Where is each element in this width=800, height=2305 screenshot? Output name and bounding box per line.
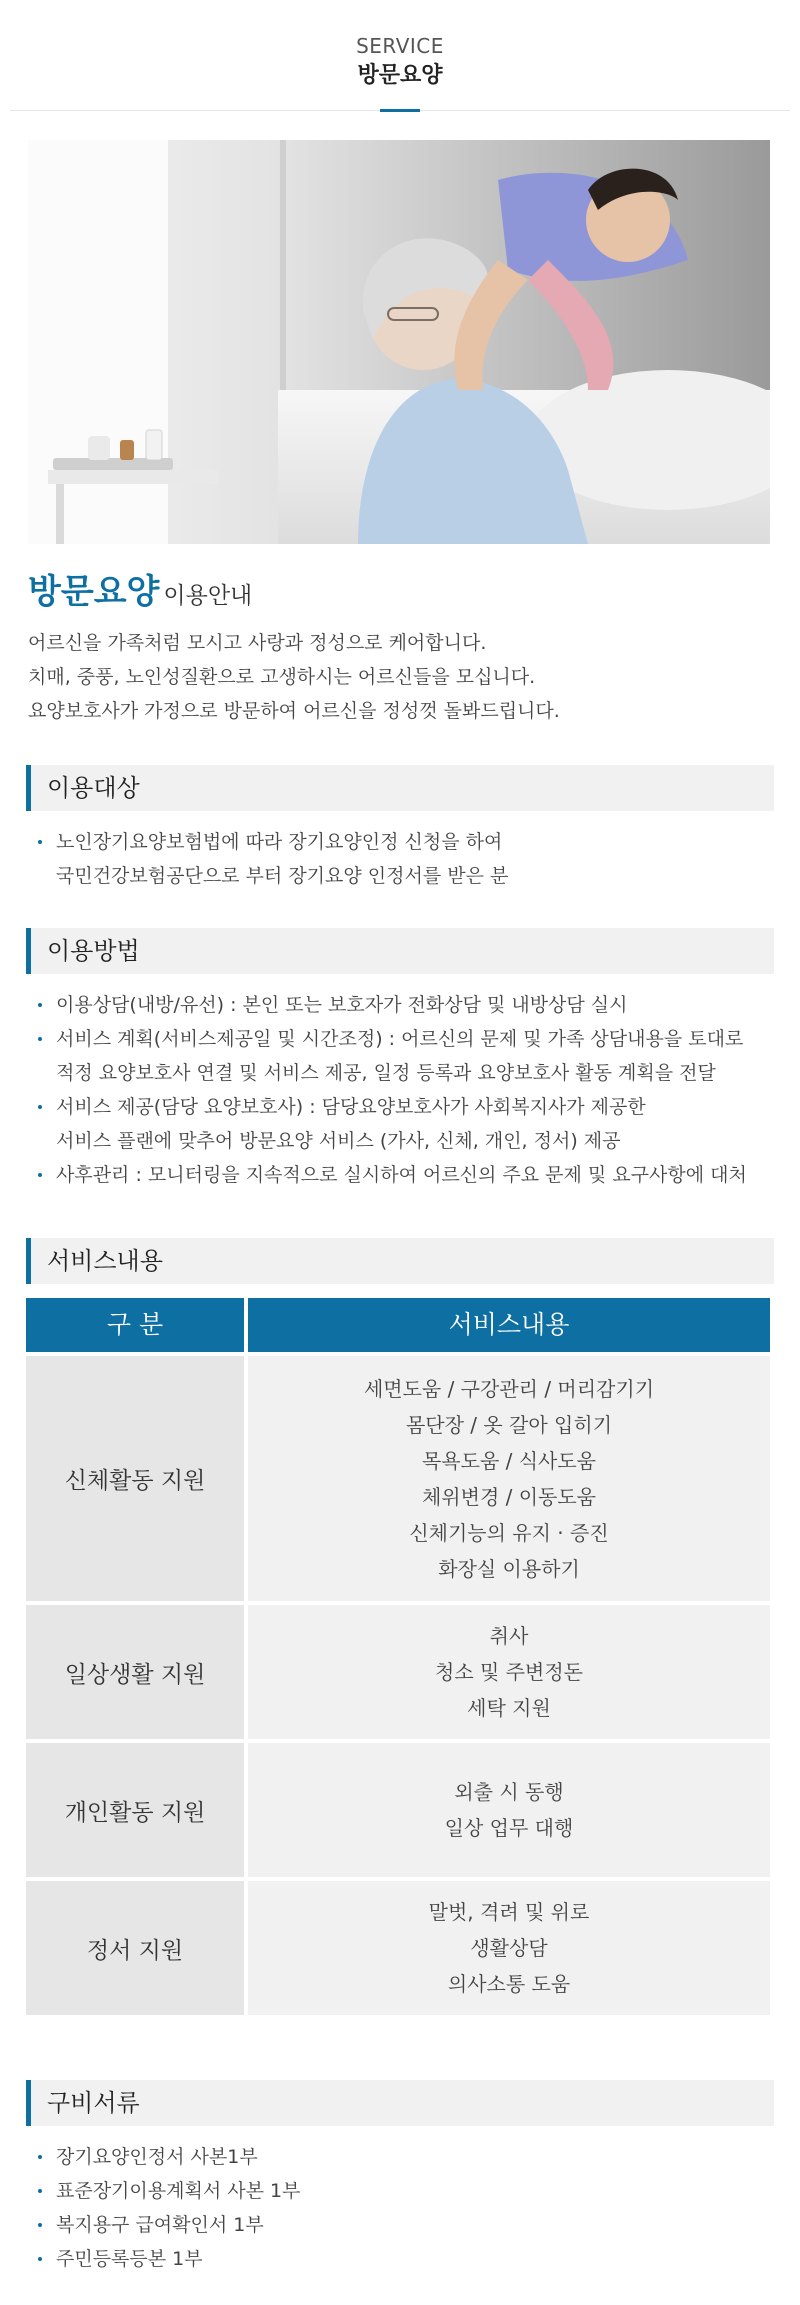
- bullet-dot-icon: [38, 840, 42, 844]
- row-category: 정서 지원: [26, 1881, 244, 2015]
- service-item: 생활상담: [470, 1936, 548, 1960]
- page-header: [10, 0, 790, 111]
- list-item: [26, 1022, 774, 1090]
- table-row: [26, 1881, 770, 2015]
- service-item: 일상 업무 대행: [444, 1816, 574, 1840]
- row-category: 신체활동 지원: [26, 1356, 244, 1601]
- list-item-line: 서비스 플랜에 맞추어 방문요양 서비스 (가사, 신체, 개인, 정서) 제공: [56, 1130, 621, 1152]
- column-header-category: 구 분: [26, 1298, 244, 1352]
- intro-section: [28, 570, 772, 728]
- row-services: [248, 1605, 770, 1739]
- eligibility-list: [26, 825, 774, 893]
- list-item: [26, 2174, 774, 2208]
- table-row: [26, 1743, 770, 1877]
- services-table: [26, 1298, 770, 2019]
- list-item: [26, 2208, 774, 2242]
- service-item: 화장실 이용하기: [438, 1556, 580, 1581]
- bullet-dot-icon: [38, 1173, 42, 1177]
- service-item: 신체기능의 유지 · 증진: [409, 1520, 609, 1545]
- list-item: [26, 2140, 774, 2174]
- method-section: [26, 928, 774, 1192]
- list-item-line: 노인장기요양보험법에 따라 장기요양인정 신청을 하여: [56, 831, 503, 853]
- list-item: [26, 1090, 774, 1158]
- intro-line: 치매, 중풍, 노인성질환으로 고생하시는 어르신들을 모십니다.: [28, 666, 536, 688]
- bullet-dot-icon: [38, 2155, 42, 2159]
- row-category: 개인활동 지원: [26, 1743, 244, 1877]
- bullet-dot-icon: [38, 1003, 42, 1007]
- row-services: [248, 1743, 770, 1877]
- bullet-dot-icon: [38, 2189, 42, 2193]
- service-item: 몸단장 / 옷 갈아 입히기: [405, 1412, 613, 1437]
- bullet-dot-icon: [38, 2223, 42, 2227]
- service-item: 말벗, 격려 및 위로: [428, 1900, 590, 1924]
- intro-heading-rest: 이용안내: [163, 583, 253, 609]
- title-underline: [380, 109, 420, 112]
- hero-photo: [28, 140, 770, 544]
- documents-list: [26, 2140, 774, 2276]
- page-title: 방문요양: [357, 63, 443, 88]
- list-item-line: 국민건강보험공단으로 부터 장기요양 인정서를 받은 분: [56, 865, 509, 887]
- list-item-line: 복지용구 급여확인서 1부: [56, 2214, 264, 2236]
- table-row: [26, 1356, 770, 1601]
- list-item: [26, 2242, 774, 2276]
- header-eyebrow: SERVICE: [356, 34, 444, 58]
- column-header-services: 서비스내용: [248, 1298, 770, 1352]
- list-item-line: 표준장기이용계획서 사본 1부: [56, 2180, 301, 2202]
- list-item-line: 이용상담(내방/유선) : 본인 또는 보호자가 전화상담 및 내방상담 실시: [56, 994, 628, 1016]
- service-item: 세탁 지원: [467, 1696, 551, 1720]
- table-header-row: [26, 1298, 770, 1352]
- list-item-line: 장기요양인정서 사본1부: [56, 2146, 258, 2168]
- service-item: 외출 시 동행: [454, 1780, 564, 1804]
- bullet-dot-icon: [38, 2257, 42, 2261]
- list-item: [26, 988, 774, 1022]
- list-item-line: 서비스 제공(담당 요양보호사) : 담당요양보호사가 사회복지사가 제공한: [56, 1096, 646, 1118]
- intro-heading: [28, 570, 772, 618]
- method-heading: 이용방법: [26, 928, 774, 974]
- intro-lines: [28, 626, 772, 728]
- service-item: 청소 및 주변정돈: [435, 1660, 583, 1684]
- documents-heading: 구비서류: [26, 2080, 774, 2126]
- list-item: [26, 1158, 774, 1192]
- table-row: [26, 1605, 770, 1739]
- row-category: 일상생활 지원: [26, 1605, 244, 1739]
- method-list: [26, 988, 774, 1192]
- list-item-line: 서비스 계획(서비스제공일 및 시간조정) : 어르신의 문제 및 가족 상담내용을 토대로: [56, 1028, 744, 1050]
- service-item: 목욕도움 / 식사도움: [421, 1448, 596, 1473]
- list-item: [26, 825, 774, 893]
- intro-line: 어르신을 가족처럼 모시고 사랑과 정성으로 케어합니다.: [28, 632, 487, 654]
- service-item: 취사: [489, 1624, 529, 1648]
- list-item-line: 적정 요양보호사 연결 및 서비스 제공, 일정 등록과 요양보호사 활동 계획을 전달: [56, 1062, 716, 1084]
- hero-illustration: [28, 140, 770, 544]
- row-services: [248, 1881, 770, 2015]
- services-heading: 서비스내용: [26, 1238, 774, 1284]
- service-item: 세면도움 / 구강관리 / 머리감기기: [363, 1376, 655, 1401]
- eligibility-section: [26, 765, 774, 893]
- list-item-line: 사후관리 : 모니터링을 지속적으로 실시하여 어르신의 주요 문제 및 요구사항에 대처: [56, 1164, 747, 1186]
- service-item: 의사소통 도움: [447, 1972, 571, 1996]
- list-item-line: 주민등록등본 1부: [56, 2248, 203, 2270]
- bullet-dot-icon: [38, 1037, 42, 1041]
- intro-line: 요양보호사가 가정으로 방문하여 어르신을 정성껏 돌봐드립니다.: [28, 700, 560, 722]
- service-item: 체위변경 / 이동도움: [421, 1484, 596, 1509]
- eligibility-heading: 이용대상: [26, 765, 774, 811]
- bullet-dot-icon: [38, 1105, 42, 1109]
- services-section: [26, 1238, 774, 1284]
- intro-heading-strong: 방문요양: [28, 572, 160, 612]
- row-services: [248, 1356, 770, 1601]
- documents-section: [26, 2080, 774, 2276]
